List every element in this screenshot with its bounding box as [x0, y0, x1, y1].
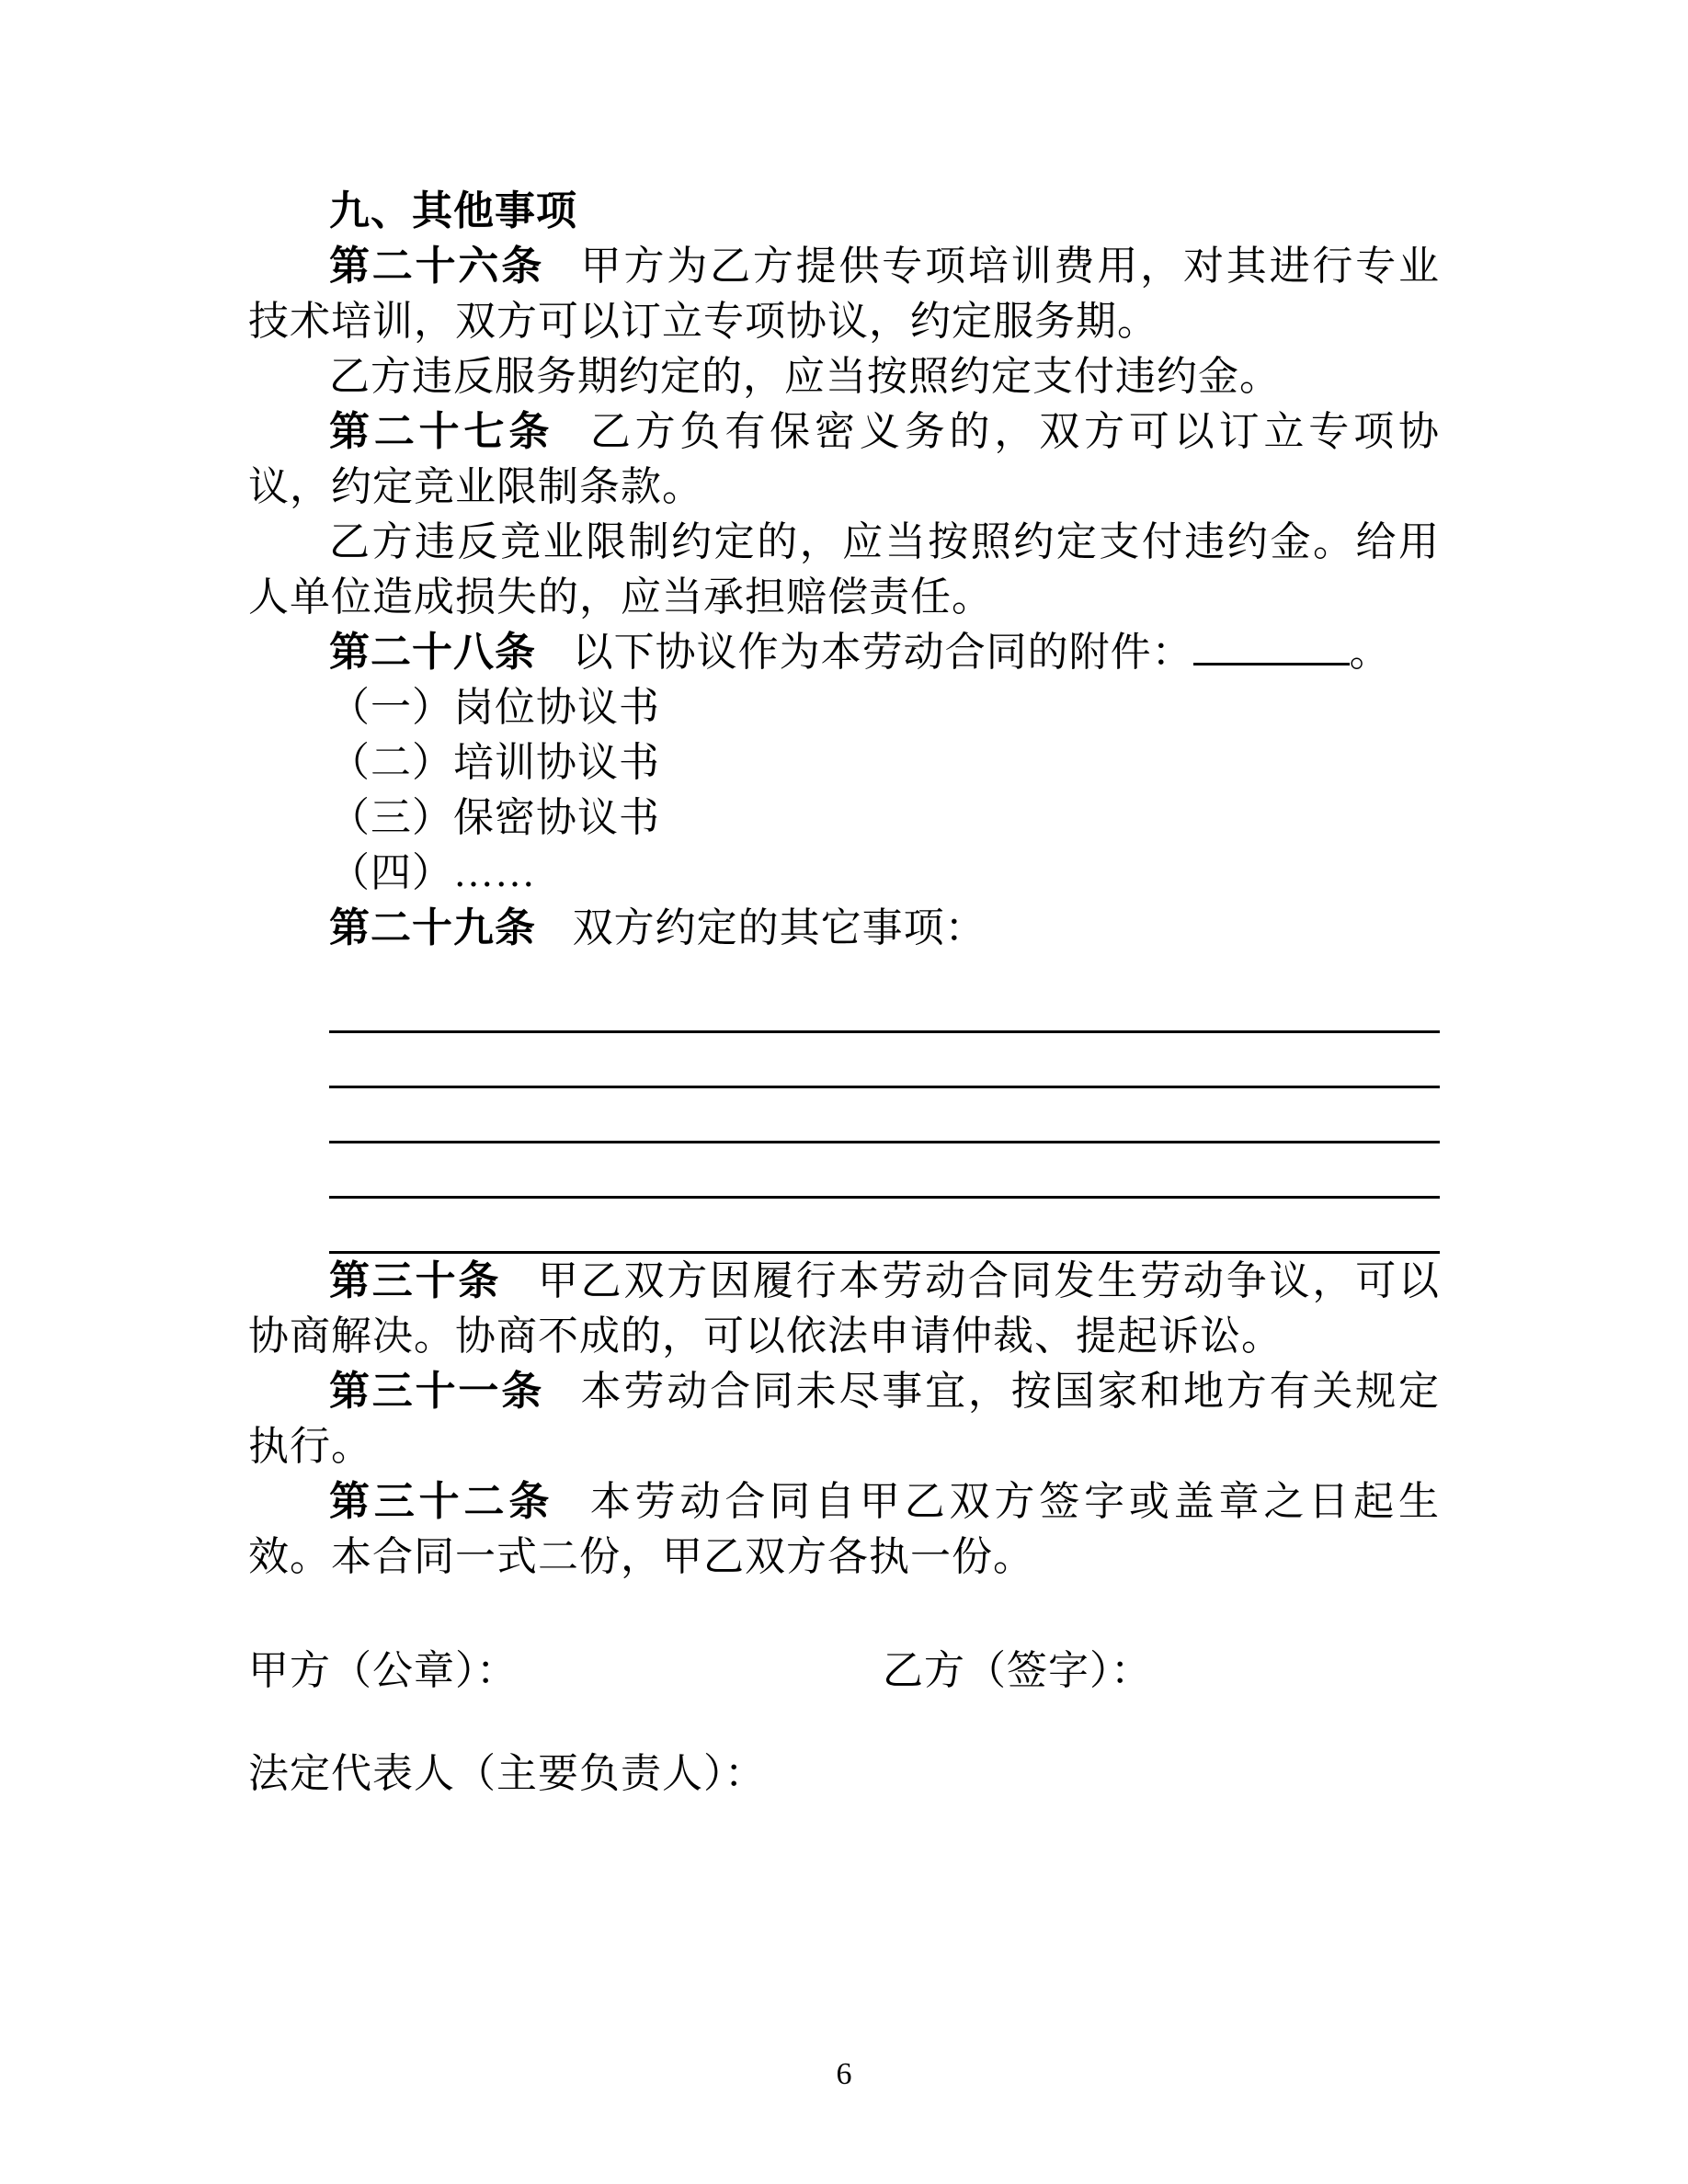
clause-26-term: 第二十六条: [329, 244, 545, 289]
attachment-item-1: （一）岗位协议书: [329, 685, 660, 730]
clause-28-term: 第二十八条: [329, 630, 536, 675]
clause-26-followup: 乙方违反服务期约定的，应当按照约定支付违约金。: [329, 354, 1281, 399]
clause-26: [248, 239, 1440, 349]
clause-32-text: 本劳动合同自甲乙双方签字或盖章之日起生效。本合同一式二份，甲乙双方各执一份。: [248, 1479, 1440, 1579]
clause-28-tail: 。: [1349, 630, 1391, 675]
clause-28: [248, 625, 1440, 680]
clause-27-term: 第二十七条: [329, 409, 554, 454]
signature-party-a: 甲方（公章）：: [248, 1648, 518, 1693]
clause-29-term: 第二十九条: [329, 905, 536, 950]
clause-31: [248, 1364, 1440, 1474]
write-line-3[interactable]: [329, 1088, 1440, 1143]
clause-28-text: 以下协议作为本劳动合同的附件：: [572, 630, 1193, 675]
clause-30-term: 第三十条: [329, 1258, 502, 1303]
page-number: 6: [836, 2057, 852, 2091]
clause-30-text: 甲乙双方因履行本劳动合同发生劳动争议，可以协商解决。协商不成的，可以依法申请仲裁、提起诉讼。: [248, 1258, 1440, 1359]
write-line-5[interactable]: [329, 1199, 1440, 1254]
other-matters-write-lines: [248, 978, 1440, 1254]
clause-32: [248, 1474, 1440, 1585]
clause-30: [248, 1254, 1440, 1364]
clause-26-text: 甲方为乙方提供专项培训费用，对其进行专业技术培训，双方可以订立专项协议，约定服务期。: [248, 244, 1441, 344]
write-line-1[interactable]: [329, 978, 1440, 1033]
section-heading: 九、其他事项: [329, 188, 577, 233]
attachment-item-2: （二）培训协议书: [329, 740, 660, 785]
contract-content: [248, 184, 1440, 1802]
clause-27-followup: 乙方违反竞业限制约定的，应当按照约定支付违约金。给用人单位造成损失的，应当承担赔偿责任。: [248, 519, 1440, 620]
clause-27-text: 乙方负有保密义务的，双方可以订立专项协议，约定竞业限制条款。: [248, 409, 1440, 509]
attachment-blank-line[interactable]: [1193, 663, 1350, 665]
clause-29: [248, 901, 1440, 956]
signature-party-b: 乙方（签字）：: [883, 1648, 1152, 1693]
attachment-item-3: （三）保密协议书: [329, 795, 660, 840]
clause-31-term: 第三十一条: [329, 1369, 545, 1414]
clause-29-text: 双方约定的其它事项：: [572, 905, 987, 950]
signature-row: [248, 1644, 1440, 1699]
attachment-item-4: （四）……: [329, 850, 536, 895]
clause-31-text: 本劳动合同未尽事宜，按国家和地方有关规定执行。: [248, 1369, 1441, 1469]
clause-27: [248, 404, 1440, 515]
write-line-4[interactable]: [329, 1143, 1440, 1199]
write-line-2[interactable]: [329, 1033, 1440, 1088]
clause-32-term: 第三十二条: [329, 1479, 554, 1524]
signature-legal-rep: 法定代表人（主要负责人）：: [248, 1751, 766, 1796]
